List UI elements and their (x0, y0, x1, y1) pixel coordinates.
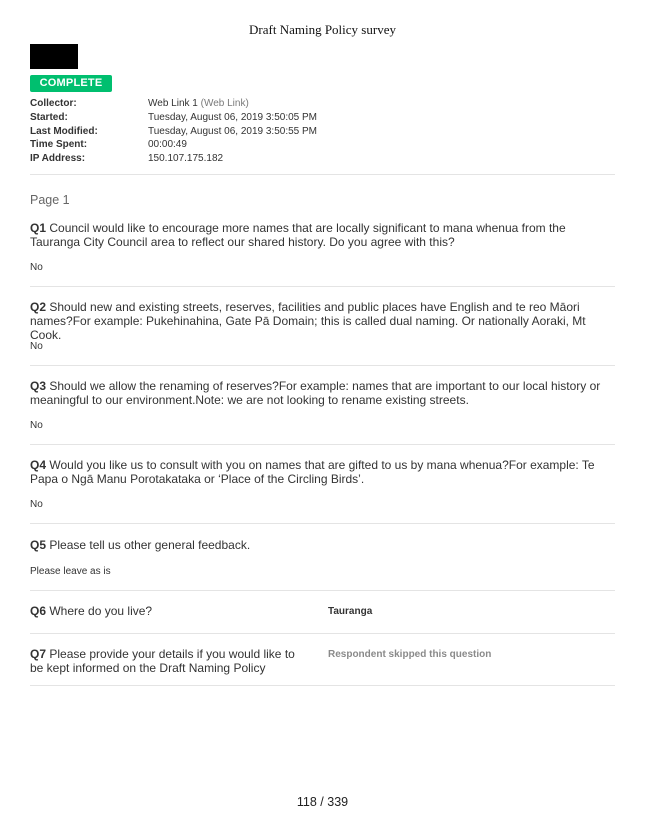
collector-value (148, 98, 249, 109)
meta-row-modified (30, 124, 615, 138)
collector-type: (Web Link) (200, 98, 249, 110)
question-text: Would you like us to consult with you on names that are gifted to us by mana whenua?For example: Te Papa o Ngā Manu Porotakataka or ‘Place of the Circling Birds’. (30, 458, 595, 486)
status-badge: COMPLETE (30, 75, 112, 92)
question-number: Q2 (30, 300, 47, 314)
question-number: Q7 (30, 647, 47, 661)
time-spent-label: Time Spent: (30, 139, 88, 151)
question-number: Q6 (30, 604, 47, 618)
modified-label: Last Modified: (30, 125, 98, 137)
question-number: Q3 (30, 379, 47, 393)
ip-value: 150.107.175.182 (148, 153, 224, 165)
question-number: Q4 (30, 458, 47, 472)
started-value: Tuesday, August 06, 2019 3:50:05 PM (148, 112, 318, 124)
divider (30, 286, 615, 287)
answer-3: No (30, 420, 43, 431)
answer-4: No (30, 499, 43, 510)
divider (30, 365, 615, 366)
modified-value: Tuesday, August 06, 2019 3:50:55 PM (148, 125, 318, 137)
question-5 (30, 538, 615, 552)
response-metadata (30, 97, 615, 165)
question-7 (30, 647, 302, 675)
started-label: Started: (30, 112, 68, 124)
question-text: Where do you live? (49, 604, 153, 618)
meta-row-time (30, 138, 615, 152)
meta-row-collector (30, 97, 615, 111)
question-number: Q1 (30, 221, 47, 235)
question-1 (30, 221, 615, 249)
question-2 (30, 300, 615, 342)
time-spent-value: 00:00:49 (148, 139, 187, 151)
page-number: 118 / 339 (296, 795, 349, 809)
redacted-logo (30, 44, 78, 69)
question-3 (30, 379, 615, 407)
question-text: Council would like to encourage more names that are locally significant to mana whenua from the Tauranga City Council area to reflect our shared history. Do you agree with this? (30, 221, 566, 249)
meta-row-ip (30, 152, 615, 166)
question-text: Should we allow the renaming of reserves?For example: names that are important to our local history or meaningful to our environment.Note: we are not looking to rename existing streets. (30, 379, 601, 407)
divider (30, 685, 615, 686)
ip-label: IP Address: (30, 153, 86, 165)
divider (30, 174, 615, 175)
meta-row-started (30, 111, 615, 125)
collector-label: Collector: (30, 98, 77, 110)
collector-name: Web Link 1 (148, 98, 198, 110)
question-text: Should new and existing streets, reserves, facilities and public places have English and te reo Māori names?For example: Pukehinahina, Gate Pā Domain; this is called dual naming. Or nationally Aoraki, Mt Cook. (30, 300, 586, 342)
answer-6: Tauranga (328, 606, 373, 617)
question-6 (30, 604, 302, 618)
question-text: Please provide your details if you would like to be kept informed on the Draft Naming Policy (30, 647, 295, 675)
divider (30, 590, 615, 591)
answer-2: No (30, 341, 43, 352)
question-text: Please tell us other general feedback. (49, 538, 251, 552)
page-title: Draft Naming Policy survey (249, 22, 396, 37)
divider (30, 633, 615, 634)
page-label: Page 1 (30, 193, 70, 207)
answer-1: No (30, 262, 43, 273)
answer-5: Please leave as is (30, 566, 111, 577)
question-4 (30, 458, 615, 486)
question-number: Q5 (30, 538, 47, 552)
answer-7-skipped: Respondent skipped this question (328, 649, 492, 660)
divider (30, 523, 615, 524)
divider (30, 444, 615, 445)
